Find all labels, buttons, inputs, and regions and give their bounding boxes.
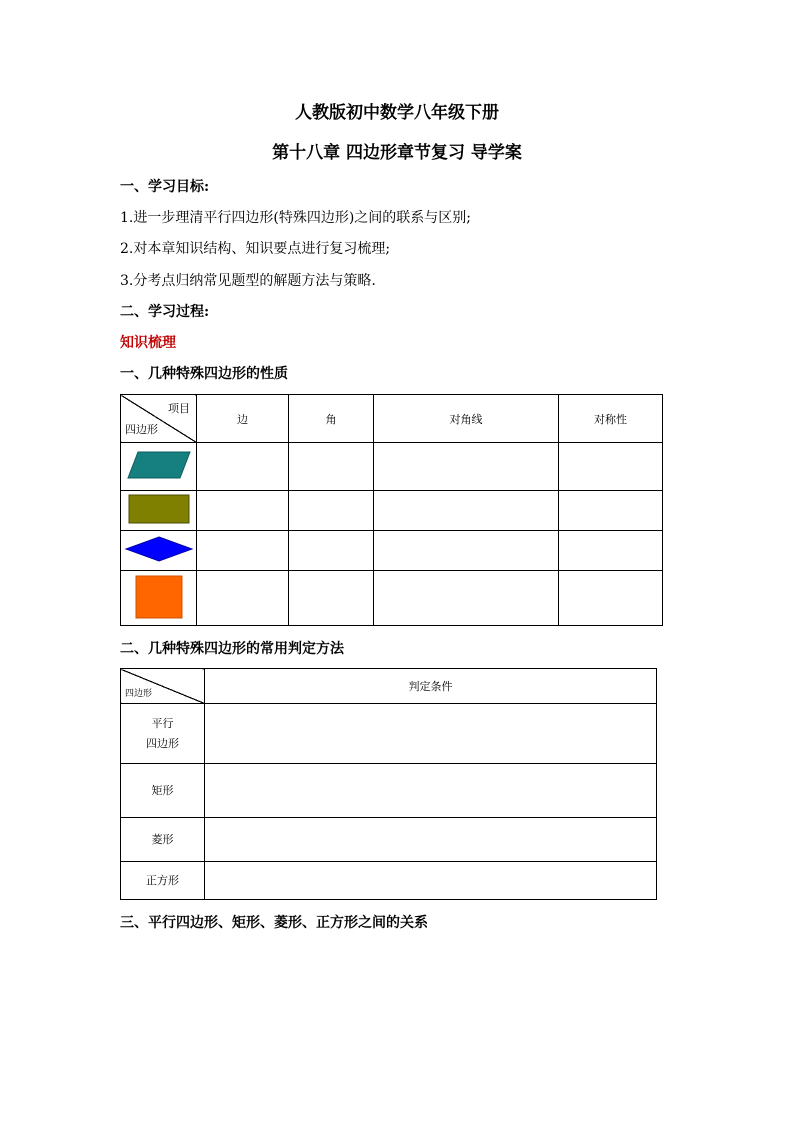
properties-table	[120, 394, 663, 626]
row-label-rectangle: 矩形	[121, 764, 205, 818]
table-cell[interactable]	[197, 531, 289, 571]
table-row	[121, 491, 663, 531]
row-label-rhombus: 菱形	[121, 818, 205, 862]
goal-item-3: 3.分考点归纳常见题型的解题方法与策略.	[120, 273, 376, 289]
criteria-cell[interactable]	[205, 862, 657, 900]
part1-heading: 一、几种特殊四边形的性质	[120, 366, 288, 382]
table-row	[121, 862, 657, 900]
shape-cell-rhombus	[121, 531, 197, 571]
table-row	[121, 531, 663, 571]
document-subtitle: 第十八章 四边形章节复习 导学案	[272, 143, 522, 163]
row-label-line: 平行	[151, 716, 174, 730]
part2-heading: 二、几种特殊四边形的常用判定方法	[120, 641, 344, 657]
table-cell[interactable]	[374, 443, 559, 491]
table-cell[interactable]	[289, 491, 374, 531]
table-row	[121, 818, 657, 862]
table-cell[interactable]	[197, 571, 289, 626]
table-row	[121, 704, 657, 764]
table-cell[interactable]	[559, 571, 663, 626]
corner-cell	[121, 395, 197, 443]
table-cell[interactable]	[374, 571, 559, 626]
part3-heading: 三、平行四边形、矩形、菱形、正方形之间的关系	[120, 915, 428, 931]
column-header-criteria: 判定条件	[205, 669, 657, 704]
row-label-square: 正方形	[121, 862, 205, 900]
section-learning-goals-heading: 一、学习目标:	[120, 179, 210, 195]
knowledge-review-label: 知识梳理	[120, 335, 176, 351]
table-cell[interactable]	[559, 443, 663, 491]
criteria-corner-label: 四边形	[125, 689, 153, 699]
table-cell[interactable]	[559, 491, 663, 531]
criteria-table	[120, 668, 657, 900]
goal-item-2: 2.对本章知识结构、知识要点进行复习梳理;	[120, 241, 391, 257]
table-cell[interactable]	[197, 491, 289, 531]
shape-cell-square	[121, 571, 197, 626]
column-header-symmetry: 对称性	[559, 395, 663, 443]
shape-cell-rectangle	[121, 491, 197, 531]
criteria-corner-cell	[121, 669, 205, 704]
document-title: 人教版初中数学八年级下册	[295, 103, 499, 123]
criteria-cell[interactable]	[205, 764, 657, 818]
table-row	[121, 443, 663, 491]
column-header-angle: 角	[289, 395, 374, 443]
rectangle-icon	[127, 493, 191, 525]
corner-label-item: 项目	[168, 402, 190, 415]
table-cell[interactable]	[289, 571, 374, 626]
rhombus-icon	[124, 535, 194, 563]
column-header-diagonal: 对角线	[374, 395, 559, 443]
criteria-cell[interactable]	[205, 818, 657, 862]
table-cell[interactable]	[374, 531, 559, 571]
shape-cell-parallelogram	[121, 443, 197, 491]
table-cell[interactable]	[559, 531, 663, 571]
table-cell[interactable]	[197, 443, 289, 491]
column-header-side: 边	[197, 395, 289, 443]
parallelogram-icon	[124, 450, 194, 480]
table-row	[121, 571, 663, 626]
criteria-cell[interactable]	[205, 704, 657, 764]
square-icon	[134, 574, 184, 620]
table-cell[interactable]	[374, 491, 559, 531]
table-cell[interactable]	[289, 531, 374, 571]
table-cell[interactable]	[289, 443, 374, 491]
table-row	[121, 764, 657, 818]
goal-item-1: 1.进一步理清平行四边形(特殊四边形)之间的联系与区别;	[120, 210, 471, 226]
criteria-header-row	[121, 669, 657, 704]
row-label-parallelogram	[121, 704, 205, 764]
row-label-line: 四边形	[146, 736, 179, 750]
corner-label-shape: 四边形	[125, 423, 158, 436]
section-learning-process-heading: 二、学习过程:	[120, 304, 210, 320]
properties-header-row	[121, 395, 663, 443]
